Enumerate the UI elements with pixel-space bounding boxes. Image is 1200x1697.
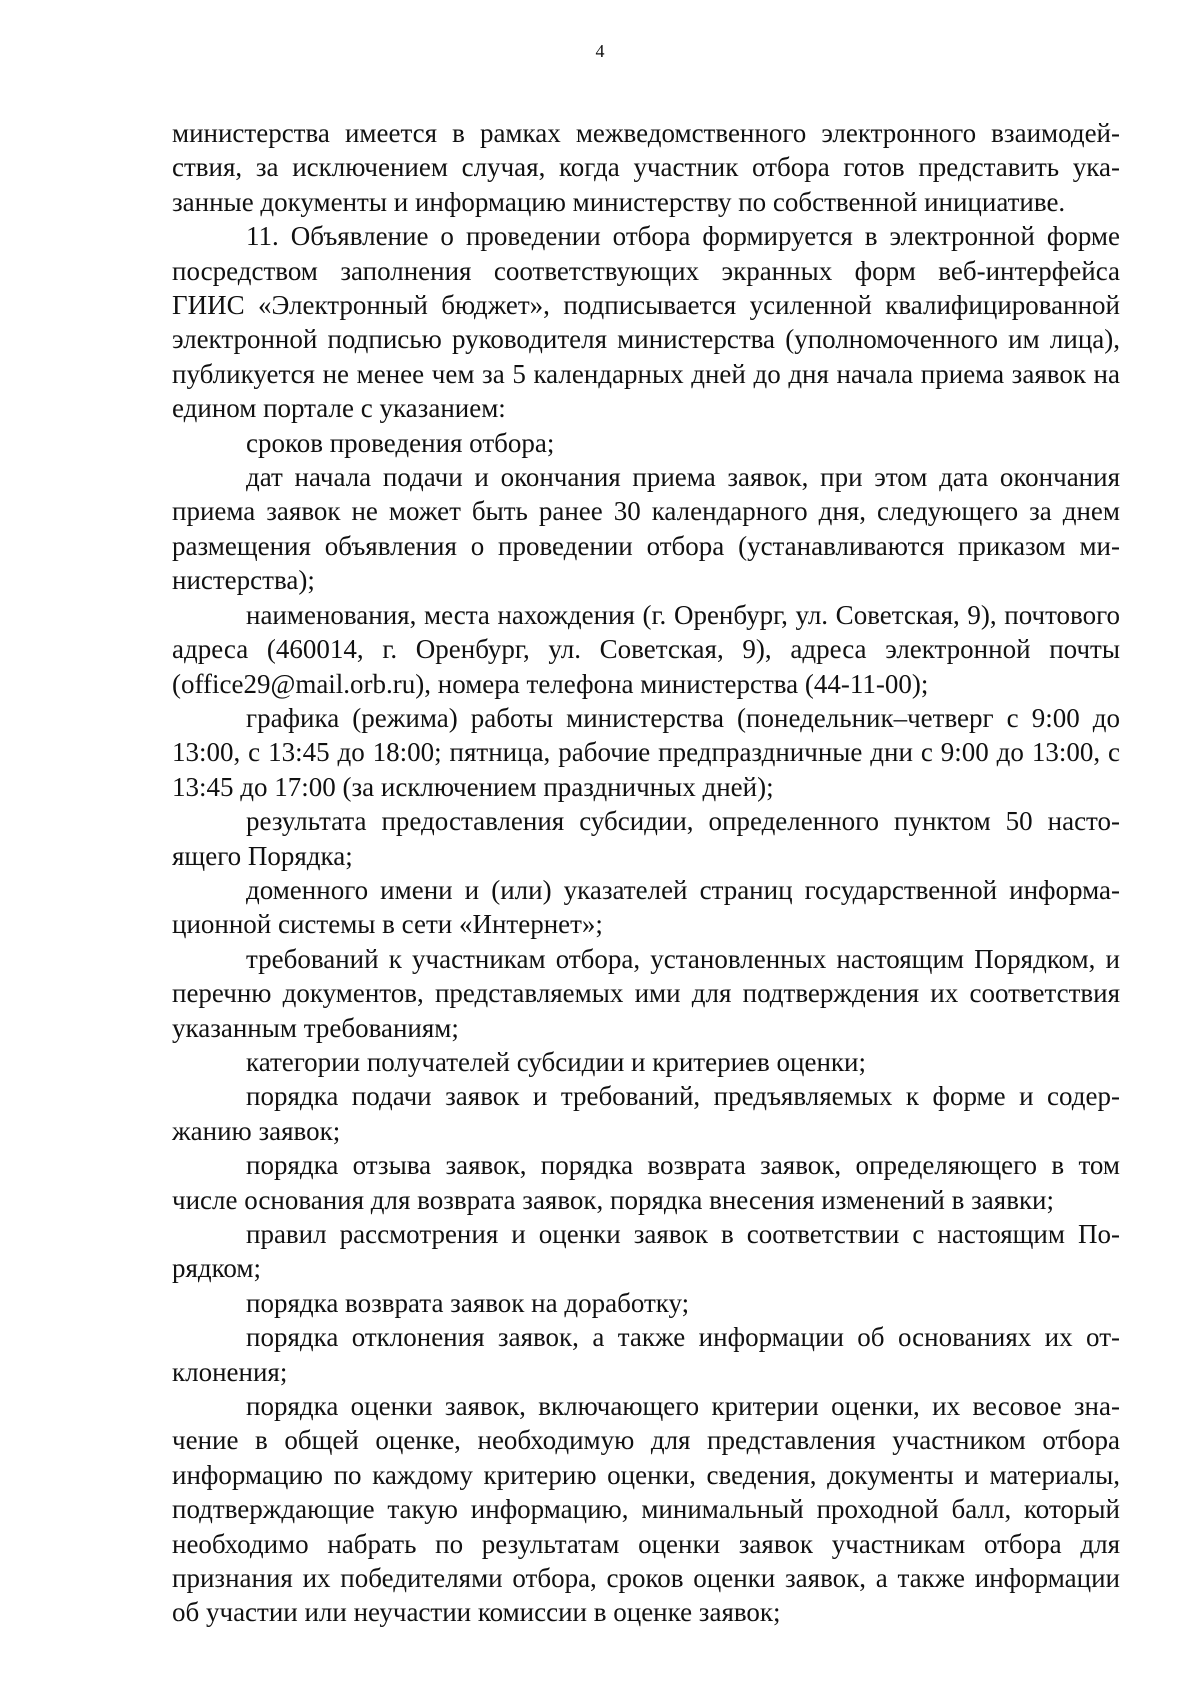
document-body [172,116,1120,1630]
paragraph-continuation: министерства имеется в рамках межведомственного электронного взаимодействия, за исключением случая, когда участник отбора готов представить указанные документы и информацию министерству по собственной инициативе. [172,118,1120,217]
list-item: дат начала подачи и окончания приема заявок, при этом дата окончания приема заявок не может быть ранее 30 календарного дня, следующего за днем размещения объявления о проведении отбора (устанавливаются приказом министерства); [172,462,1120,596]
list-item: порядка оценки заявок, включающего критерии оценки, их весовое значение в общей оценке, необходимую для представления участником отбора информацию по каждому критерию оценки, сведения, документы и материалы, подтверждающие такую информацию, минимальный проходной балл, который необходимо набрать по результатам оценки заявок участникам отбора для признания их победителями отбора, сроков оценки заявок, а также информации об участии или неучастии комиссии в оценке заявок; [172,1391,1120,1628]
list-item: доменного имени и (или) указателей страниц государственной информационной системы в сети «Интернет»; [172,874,1120,940]
list-item: требований к участникам отбора, установленных настоящим Порядком, и перечню документов, представляемых ими для подтверждения их соответствия указанным требованиям; [172,943,1120,1043]
list-item: наименования, места нахождения (г. Оренбург, ул. Советская, 9), почтового адреса (460014, г. Оренбург, ул. Советская, 9), адреса электронной почты (office29@mail.orb.ru), номера телефона министерства (44-11-00); [172,599,1120,699]
list-item: порядка отзыва заявок, порядка возврата заявок, определяющего в том числе основания для возврата заявок, порядка внесения изменений в заявки; [172,1150,1120,1215]
list-item: результата предоставления субсидии, определенного пунктом 50 настоящего Порядка; [172,806,1120,871]
list-item: правил рассмотрения и оценки заявок в соответствии с настоящим Порядком; [172,1219,1120,1284]
list-item: категории получателей субсидии и критериев оценки; [246,1046,866,1077]
list-item: графика (режима) работы министерства (понедельник–четверг с 9:00 до 13:00, с 13:45 до 18:00; пятница, рабочие предпраздничные дни с 9:00 до 13:00, с 13:45 до 17:00 (за исключением праздничных дней); [172,702,1120,802]
list-item: порядка отклонения заявок, а также информации об основаниях их отклонения; [172,1322,1120,1387]
list-item: порядка подачи заявок и требований, предъявляемых к форме и содержанию заявок; [172,1081,1120,1146]
paragraph-item-11: 11. Объявление о проведении отбора формируется в электронной форме посредством заполнения соответствующих экранных форм веб-интерфейса ГИИС «Электронный бюджет», подписывается усиленной квалифицированной электронной подписью руководителя министерства (уполномоченного им лица), публикуется не менее чем за 5 календарных дней до дня начала приема заявок на едином портале с указанием: [172,221,1120,424]
list-item: порядка возврата заявок на доработку; [246,1287,690,1318]
list-item: сроков проведения отбора; [246,427,555,458]
page-number: 4 [595,41,605,61]
